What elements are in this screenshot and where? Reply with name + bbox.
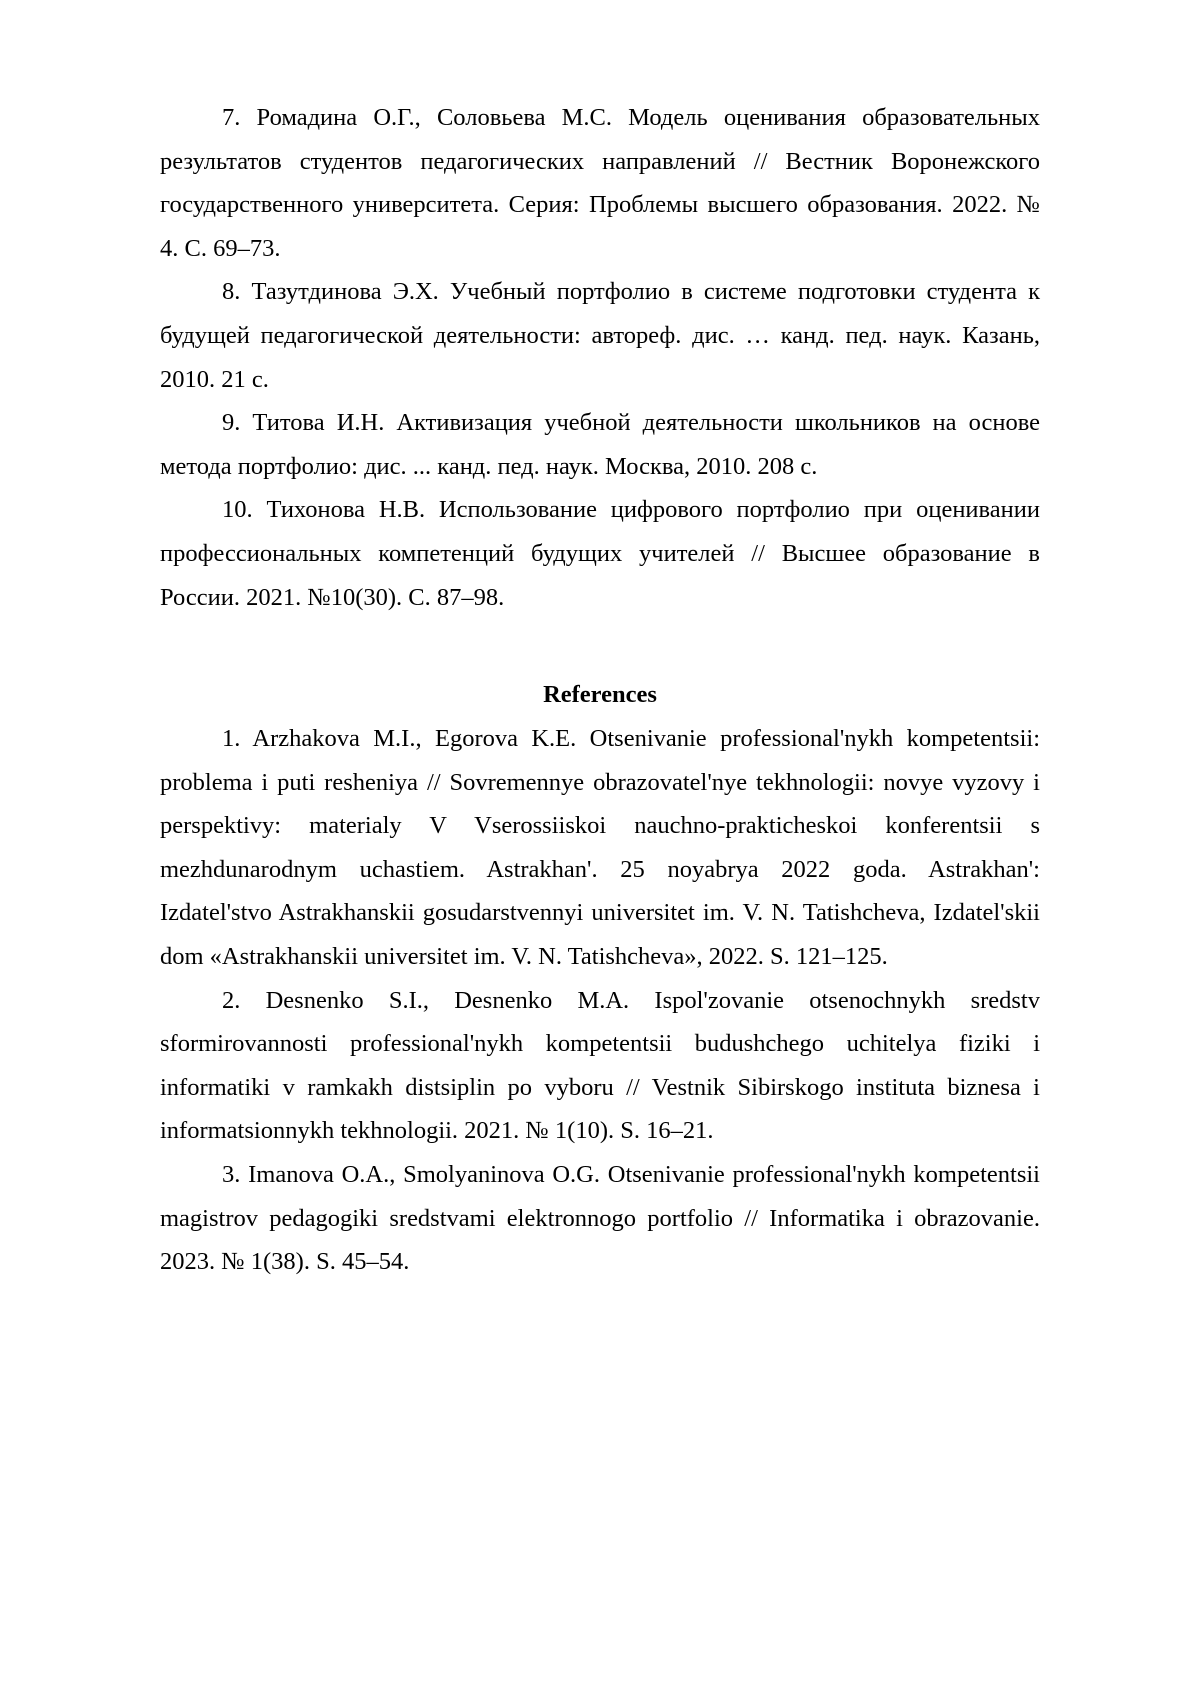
reference-item-en-2: 2. Desnenko S.I., Desnenko M.A. Ispol'zovanie otsenochnykh sredstv sformirovannosti professional'nykh kompetentsii budushchego uchitelya fiziki i informatiki v ramkakh distsiplin po vyboru // Vestnik Sibirskogo instituta biznesa i informatsionnykh tekhnologii. 2021. № 1(10). S. 16–21.: [160, 986, 1040, 1145]
reference-item-en-3: 3. Imanova O.A., Smolyaninova O.G. Otsenivanie professional'nykh kompetentsii magistrov pedagogiki sredstvami elektronnogo portfolio // Informatika i obrazovanie. 2023. № 1(38). S. 45–54.: [160, 1161, 1040, 1276]
reference-item-ru-7: 7. Ромадина О.Г., Соловьева М.С. Модель оценивания образовательных результатов студентов педагогических направлений // Вестник Воронежского государственного университета. Серия: Проблемы высшего образования. 2022. № 4. С. 69–73.: [160, 104, 1040, 262]
document-body: [160, 96, 1040, 1284]
reference-item-en-1: 1. Arzhakova M.I., Egorova K.E. Otsenivanie professional'nykh kompetentsii: problema i puti resheniya // Sovremennye obrazovatel'nye tekhnologii: novye vyzovy i perspektivy: materialy V Vserossiiskoi nauchno-prakticheskoi konferentsii s mezhdunarodnym uchastiem. Astrakhan'. 25 noyabrya 2022 goda. Astrakhan': Izdatel'stvo Astrakhanskii gosudarstvennyi universitet im. V. N. Tatishcheva, Izdatel'skii dom «Astrakhanskii universitet im. V. N. Tatishcheva», 2022. S. 121–125.: [160, 724, 1040, 970]
reference-item-ru-10: 10. Тихонова Н.В. Использование цифрового портфолио при оценивании профессиональных компетенций будущих учителей // Высшее образование в России. 2021. №10(30). С. 87–98.: [160, 496, 1040, 611]
references-heading: References: [543, 681, 657, 709]
reference-item-ru-8: 8. Тазутдинова Э.Х. Учебный портфолио в системе подготовки студента к будущей педагогической деятельности: автореф. дис. … канд. пед. наук. Казань, 2010. 21 с.: [160, 278, 1040, 393]
reference-item-ru-9: 9. Титова И.Н. Активизация учебной деятельности школьников на основе метода портфолио: дис. ... канд. пед. наук. Москва, 2010. 208 с.: [160, 409, 1040, 480]
